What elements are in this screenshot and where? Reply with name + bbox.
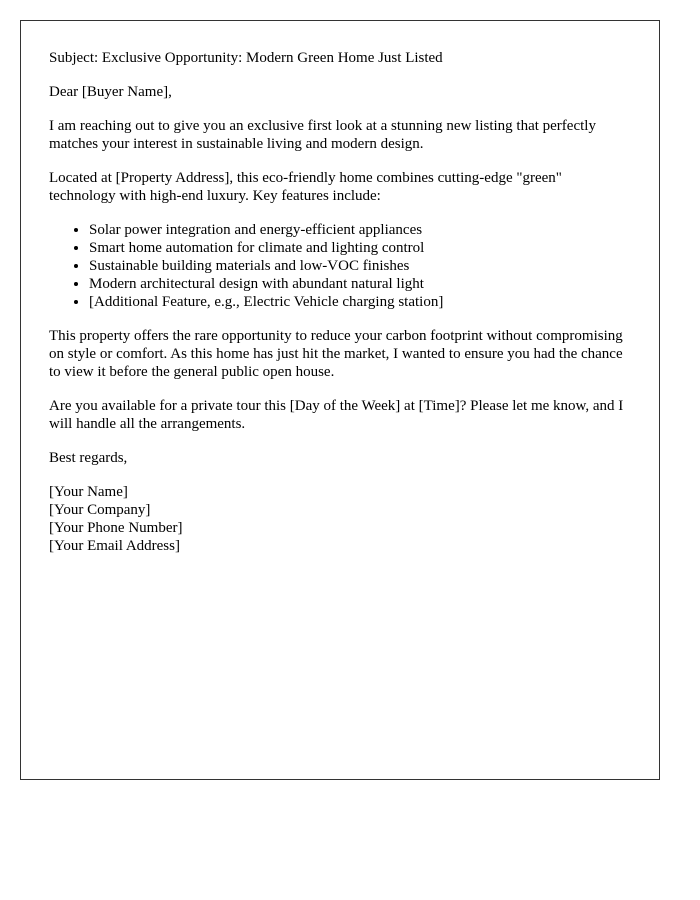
features-intro-paragraph: Located at [Property Address], this eco-friendly home combines cutting-edge "green" technology with high-end luxury. Key features include: xyxy=(49,170,562,204)
signature-phone: [Your Phone Number] xyxy=(49,520,183,536)
body-paragraph-1: This property offers the rare opportunity to reduce your carbon footprint without compromising on style or comfort. As this home has just hit the market, I wanted to ensure you had the chance to view it before the general public open house. xyxy=(49,328,623,380)
intro-paragraph: I am reaching out to give you an exclusive first look at a stunning new listing that perfectly matches your interest in sustainable living and modern design. xyxy=(49,118,596,152)
signature-block xyxy=(49,483,631,555)
feature-item: • Solar power integration and energy-efficient appliances xyxy=(89,221,631,239)
signature-company: [Your Company] xyxy=(49,502,151,518)
letter-container xyxy=(20,20,660,780)
feature-item: • Smart home automation for climate and lighting control xyxy=(89,239,631,257)
feature-item: • Sustainable building materials and low-VOC finishes xyxy=(89,257,631,275)
feature-item: • Modern architectural design with abundant natural light xyxy=(89,275,631,293)
greeting: Dear [Buyer Name], xyxy=(49,84,172,100)
feature-item: • [Additional Feature, e.g., Electric Vehicle charging station] xyxy=(89,293,631,311)
subject-line: Subject: Exclusive Opportunity: Modern Green Home Just Listed xyxy=(49,50,443,66)
signature-name: [Your Name] xyxy=(49,484,128,500)
body-paragraph-2: Are you available for a private tour this [Day of the Week] at [Time]? Please let me know, and I will handle all the arrangements. xyxy=(49,398,624,432)
closing: Best regards, xyxy=(49,450,128,466)
features-list xyxy=(49,221,631,311)
signature-email: [Your Email Address] xyxy=(49,538,180,554)
